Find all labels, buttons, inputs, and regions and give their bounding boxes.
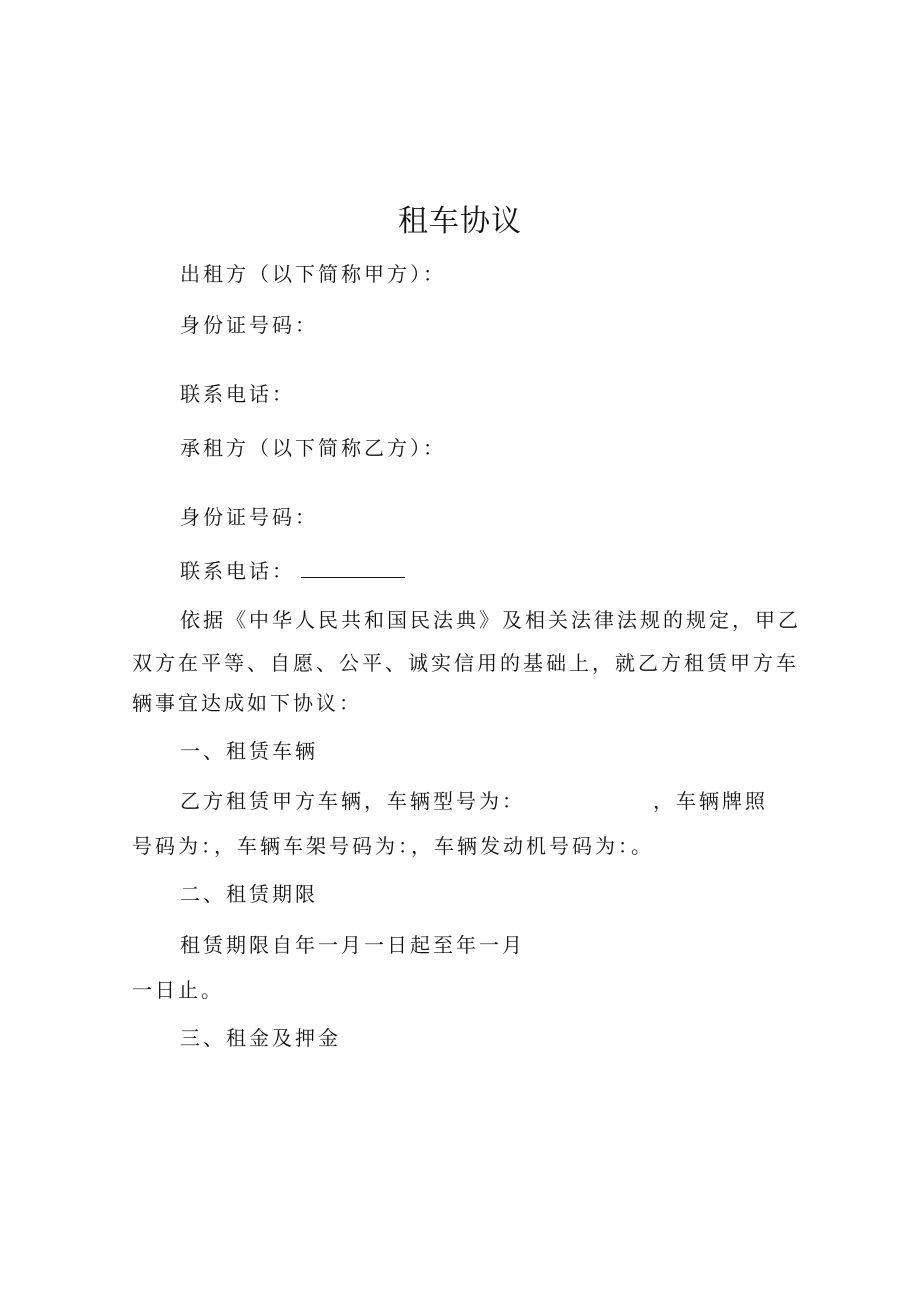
lessee-phone-line <box>180 556 405 586</box>
lessee-label: 承租方（以下简称乙方）： <box>180 436 446 460</box>
section1-line-1 <box>180 786 768 816</box>
preamble-line-2: 双方在平等、自愿、公平、诚实信用的基础上，就乙方租赁甲方车 <box>132 651 799 675</box>
section1-line-2: 号码为：，车辆车架号码为：，车辆发动机号码为：。 <box>132 834 654 858</box>
vehicle-plate-label: ，车辆牌照 <box>653 789 768 813</box>
section2-line-2: 一日止。 <box>132 978 224 1002</box>
vehicle-model-label: 乙方租赁甲方车辆，车辆型号为： <box>180 789 525 813</box>
document-title: 租车协议 <box>398 204 522 239</box>
lessor-id-label: 身份证号码： <box>180 313 318 337</box>
preamble-line-1: 依据《中华人民共和国民法典》及相关法律法规的规定，甲乙 <box>180 608 801 632</box>
lessee-phone-label: 联系电话： <box>180 559 295 583</box>
lessee-id-label: 身份证号码： <box>180 505 318 529</box>
section2-heading: 二、租赁期限 <box>180 882 318 906</box>
section1-heading: 一、租赁车辆 <box>180 739 318 763</box>
lessee-phone-blank <box>301 557 405 578</box>
section2-line-1: 租赁期限自年一月一日起至年一月 <box>180 933 525 957</box>
preamble-line-3: 辆事宜达成如下协议： <box>132 691 362 715</box>
section3-heading: 三、租金及押金 <box>180 1026 341 1050</box>
lessor-label: 出租方（以下简称甲方）： <box>180 262 446 286</box>
lessor-phone-label: 联系电话： <box>180 382 295 406</box>
